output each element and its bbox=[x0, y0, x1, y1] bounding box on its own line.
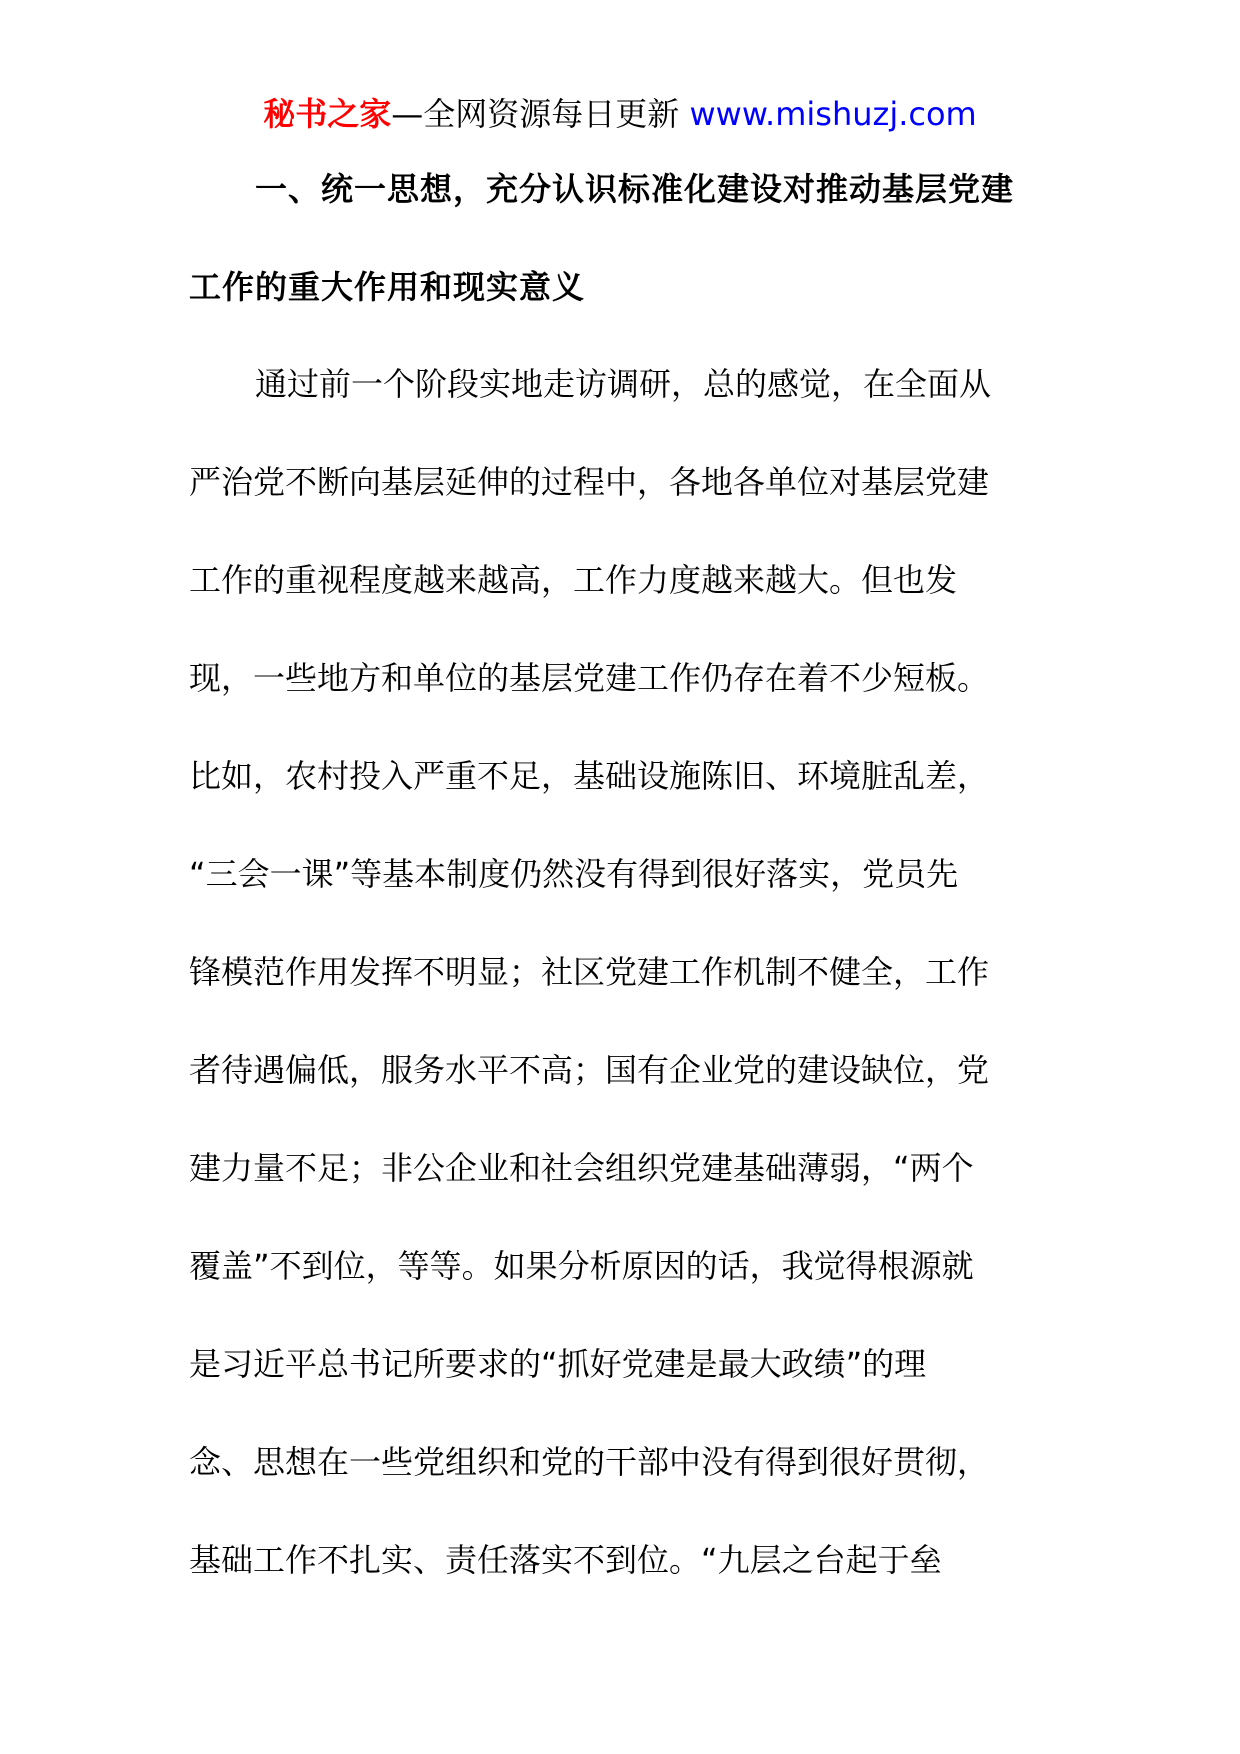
paragraph-line: 基础工作不扎实、责任落实不到位。“九层之台起于垒 bbox=[189, 1541, 942, 1579]
site-brand: 秘书之家 bbox=[263, 95, 392, 133]
section-heading bbox=[189, 140, 1029, 336]
paragraph-line: 是习近平总书记所要求的“抓好党建是最大政绩”的理 bbox=[189, 1345, 927, 1383]
site-header bbox=[0, 92, 1240, 136]
paragraph-line: 比如，农村投入严重不足，基础设施陈旧、环境脏乱差， bbox=[189, 757, 990, 795]
body-paragraph bbox=[189, 335, 1029, 1609]
paragraph-line: “三会一课”等基本制度仍然没有得到很好落实，党员先 bbox=[189, 855, 959, 893]
site-tagline: —全网资源每日更新 bbox=[391, 95, 690, 133]
paragraph-line: 工作的重视程度越来越高，工作力度越来越大。但也发 bbox=[189, 561, 958, 599]
paragraph-line: 者待遇偏低，服务水平不高；国有企业党的建设缺位，党 bbox=[189, 1051, 990, 1089]
paragraph-line: 建力量不足；非公企业和社会组织党建基础薄弱，“两个 bbox=[189, 1149, 974, 1187]
heading-line: 工作的重大作用和现实意义 bbox=[189, 268, 586, 306]
paragraph-line: 通过前一个阶段实地走访调研，总的感觉，在全面从 bbox=[255, 365, 992, 403]
paragraph-line: 严治党不断向基层延伸的过程中，各地各单位对基层党建 bbox=[189, 463, 990, 501]
paragraph-line: 锋模范作用发挥不明显；社区党建工作机制不健全，工作 bbox=[189, 953, 990, 991]
paragraph-line: 念、思想在一些党组织和党的干部中没有得到很好贯彻， bbox=[189, 1443, 990, 1481]
paragraph-line: 现，一些地方和单位的基层党建工作仍存在着不少短板。 bbox=[189, 659, 990, 697]
heading-line: 一、统一思想，充分认识标准化建设对推动基层党建 bbox=[255, 170, 1015, 208]
site-url-link[interactable]: www.mishuzj.com bbox=[689, 95, 977, 133]
paragraph-line: 覆盖”不到位，等等。如果分析原因的话，我觉得根源就 bbox=[189, 1247, 974, 1285]
